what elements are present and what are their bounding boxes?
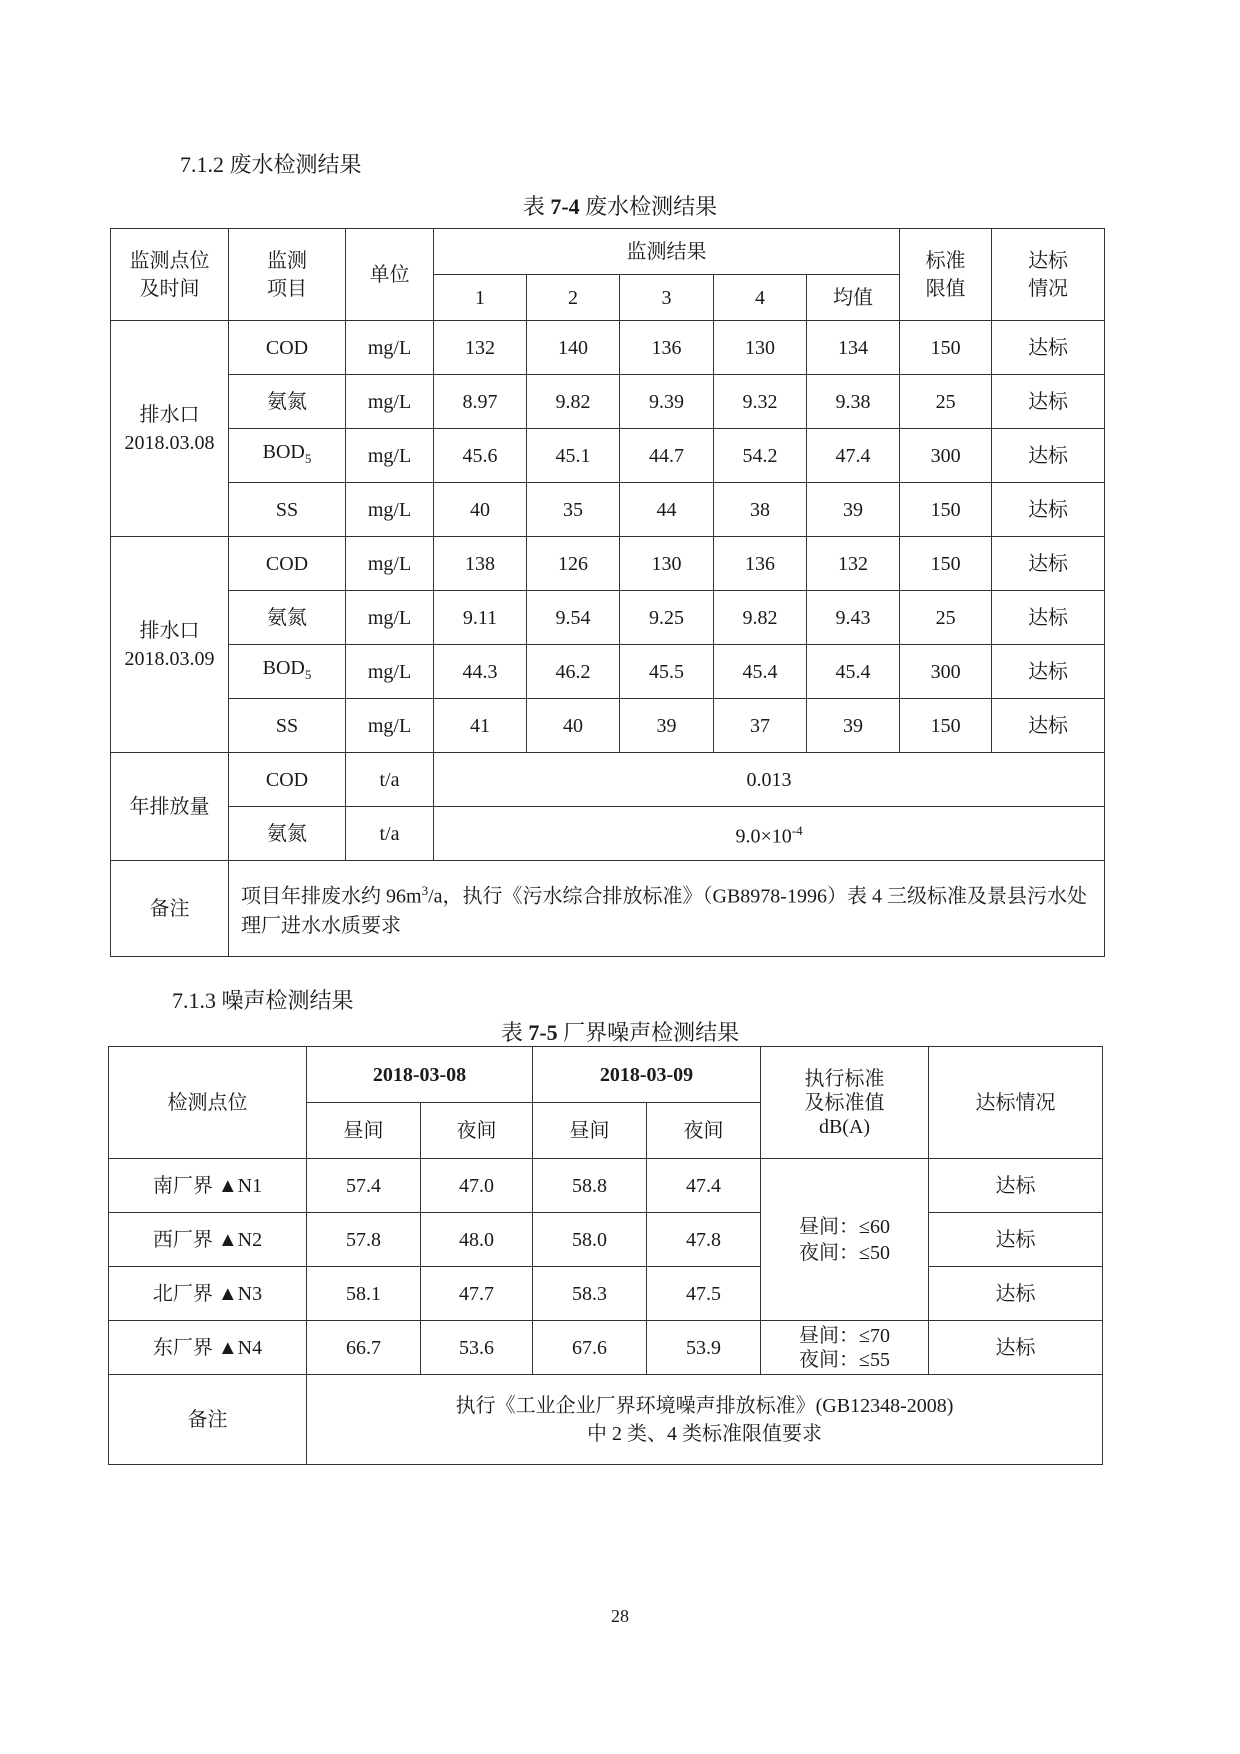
annual-value: 0.013	[434, 753, 1105, 807]
status-cell: 达标	[929, 1267, 1103, 1321]
table-row	[111, 537, 1105, 591]
header-point-time: 监测点位 及时间	[111, 229, 229, 321]
point-cell: 西厂界 ▲N2	[109, 1213, 307, 1267]
value-cell: 47.4	[647, 1159, 761, 1213]
table-row	[109, 1267, 1103, 1321]
item-cell: SS	[229, 699, 346, 753]
header-mean: 均值	[807, 275, 900, 321]
status-cell: 达标	[929, 1213, 1103, 1267]
item-cell: $BOD_5$	[229, 429, 346, 483]
remark-label: 备注	[111, 861, 229, 957]
table-row	[111, 375, 1105, 429]
status-cell: 达标	[929, 1159, 1103, 1213]
item-cell: COD	[229, 537, 346, 591]
page-number: 28	[611, 1606, 629, 1626]
value-cell: 47.0	[421, 1159, 533, 1213]
header-item: 监测 项目	[229, 229, 346, 321]
header-point: 检测点位	[109, 1047, 307, 1159]
value-cell: 40	[434, 483, 527, 537]
value-cell: 44.3	[434, 645, 527, 699]
value-cell: 47.4	[807, 429, 900, 483]
value-cell: 9.38	[807, 375, 900, 429]
unit-cell: mg/L	[346, 321, 434, 375]
table-row	[111, 861, 1105, 957]
limit-cell: 150	[900, 537, 992, 591]
remark-text: 执行《工业企业厂界环境噪声排放标准》(GB12348-2008) 中 2 类、4 类标准限值要求	[307, 1375, 1103, 1465]
value-cell: 9.43	[807, 591, 900, 645]
limit-cell: 25	[900, 375, 992, 429]
value-cell: 58.1	[307, 1267, 421, 1321]
value-cell: 39	[807, 699, 900, 753]
table-row	[109, 1213, 1103, 1267]
unit-cell: mg/L	[346, 591, 434, 645]
group-label: 排水口 2018.03.08	[111, 321, 229, 537]
value-cell: 9.25	[620, 591, 714, 645]
value-cell: 45.5	[620, 645, 714, 699]
table-caption-7-4: 表 7-4 废水检测结果	[522, 194, 718, 219]
annual-value: $9.0\times 10^{-4}$	[434, 807, 1105, 861]
header-status: 达标 情况	[992, 229, 1105, 321]
wastewater-table	[110, 228, 1105, 957]
value-cell: 57.4	[307, 1159, 421, 1213]
header-standard: 执行标准 及标准值 dB(A)	[761, 1047, 929, 1159]
header-night: 夜间	[647, 1103, 761, 1159]
value-cell: 9.32	[714, 375, 807, 429]
value-cell: 45.4	[807, 645, 900, 699]
value-cell: 132	[807, 537, 900, 591]
header-sample-1: 1	[434, 275, 527, 321]
value-cell: 45.4	[714, 645, 807, 699]
unit-cell: mg/L	[346, 483, 434, 537]
value-cell: 46.2	[527, 645, 620, 699]
header-results: 监测结果	[434, 229, 900, 275]
value-cell: 47.5	[647, 1267, 761, 1321]
value-cell: 58.8	[533, 1159, 647, 1213]
value-cell: 45.6	[434, 429, 527, 483]
item-cell: COD	[229, 321, 346, 375]
value-cell: 8.97	[434, 375, 527, 429]
value-cell: 136	[714, 537, 807, 591]
unit-cell: t/a	[346, 753, 434, 807]
item-cell: SS	[229, 483, 346, 537]
value-cell: 40	[527, 699, 620, 753]
remark-label: 备注	[109, 1375, 307, 1465]
item-cell: COD	[229, 753, 346, 807]
value-cell: 54.2	[714, 429, 807, 483]
header-sample-2: 2	[527, 275, 620, 321]
value-cell: 48.0	[421, 1213, 533, 1267]
status-cell: 达标	[992, 429, 1105, 483]
table-row	[111, 429, 1105, 483]
table-row	[109, 1159, 1103, 1213]
value-cell: 57.8	[307, 1213, 421, 1267]
status-cell: 达标	[992, 375, 1105, 429]
value-cell: 134	[807, 321, 900, 375]
table-row	[109, 1375, 1103, 1465]
value-cell: 130	[714, 321, 807, 375]
value-cell: 44	[620, 483, 714, 537]
value-cell: 35	[527, 483, 620, 537]
section-heading-wastewater: 7.1.2 废水检测结果	[180, 152, 362, 177]
value-cell: 126	[527, 537, 620, 591]
limit-cell: 150	[900, 699, 992, 753]
status-cell: 达标	[992, 537, 1105, 591]
value-cell: 136	[620, 321, 714, 375]
header-unit: 单位	[346, 229, 434, 321]
table-row	[111, 699, 1105, 753]
value-cell: 58.3	[533, 1267, 647, 1321]
value-cell: 53.9	[647, 1321, 761, 1375]
group-label: 排水口 2018.03.09	[111, 537, 229, 753]
item-cell: $BOD_5$	[229, 645, 346, 699]
header-sample-4: 4	[714, 275, 807, 321]
value-cell: 9.39	[620, 375, 714, 429]
limit-cell: 150	[900, 483, 992, 537]
status-cell: 达标	[992, 699, 1105, 753]
annual-label: 年排放量	[111, 753, 229, 861]
table-row	[111, 807, 1105, 861]
header-day: 昼间	[307, 1103, 421, 1159]
limit-cell: 300	[900, 645, 992, 699]
value-cell: 67.6	[533, 1321, 647, 1375]
value-cell: 9.54	[527, 591, 620, 645]
unit-cell: mg/L	[346, 645, 434, 699]
status-cell: 达标	[992, 483, 1105, 537]
value-cell: 37	[714, 699, 807, 753]
limit-cell: 150	[900, 321, 992, 375]
value-cell: 38	[714, 483, 807, 537]
unit-cell: mg/L	[346, 375, 434, 429]
header-night: 夜间	[421, 1103, 533, 1159]
header-sample-3: 3	[620, 275, 714, 321]
value-cell: 140	[527, 321, 620, 375]
item-cell: 氨氮	[229, 375, 346, 429]
table-row	[111, 591, 1105, 645]
value-cell: 53.6	[421, 1321, 533, 1375]
table-row	[111, 483, 1105, 537]
table-row	[111, 645, 1105, 699]
limit-cell: 300	[900, 429, 992, 483]
header-day: 昼间	[533, 1103, 647, 1159]
value-cell: 138	[434, 537, 527, 591]
value-cell: 58.0	[533, 1213, 647, 1267]
value-cell: 47.7	[421, 1267, 533, 1321]
table-caption-7-5: 表 7-5 厂界噪声检测结果	[500, 1020, 740, 1045]
value-cell: 39	[620, 699, 714, 753]
table-row	[111, 753, 1105, 807]
value-cell: 45.1	[527, 429, 620, 483]
header-date-2: 2018-03-09	[533, 1047, 761, 1103]
status-cell: 达标	[992, 321, 1105, 375]
noise-table	[108, 1046, 1103, 1465]
limit-cell: 25	[900, 591, 992, 645]
status-cell: 达标	[929, 1321, 1103, 1375]
standard-cell: 昼间：≤70 夜间：≤55	[761, 1321, 929, 1375]
item-cell: 氨氮	[229, 807, 346, 861]
header-date-1: 2018-03-08	[307, 1047, 533, 1103]
remark-text: 项目年排废水约 $96m^3/a$，执行《污水综合排放标准》（GB8978-1996）表 4 三级标准及景县污水处理厂进水水质要求	[229, 861, 1105, 957]
value-cell: 9.82	[714, 591, 807, 645]
item-cell: 氨氮	[229, 591, 346, 645]
header-limit: 标准 限值	[900, 229, 992, 321]
point-cell: 南厂界 ▲N1	[109, 1159, 307, 1213]
point-cell: 北厂界 ▲N3	[109, 1267, 307, 1321]
point-cell: 东厂界 ▲N4	[109, 1321, 307, 1375]
value-cell: 44.7	[620, 429, 714, 483]
value-cell: 9.82	[527, 375, 620, 429]
header-status: 达标情况	[929, 1047, 1103, 1159]
value-cell: 130	[620, 537, 714, 591]
unit-cell: mg/L	[346, 429, 434, 483]
value-cell: 41	[434, 699, 527, 753]
unit-cell: mg/L	[346, 699, 434, 753]
value-cell: 132	[434, 321, 527, 375]
value-cell: 39	[807, 483, 900, 537]
value-cell: 66.7	[307, 1321, 421, 1375]
table-row	[111, 321, 1105, 375]
unit-cell: t/a	[346, 807, 434, 861]
value-cell: 47.8	[647, 1213, 761, 1267]
value-cell: 9.11	[434, 591, 527, 645]
section-heading-noise: 7.1.3 噪声检测结果	[172, 988, 354, 1013]
status-cell: 达标	[992, 591, 1105, 645]
status-cell: 达标	[992, 645, 1105, 699]
standard-cell: 昼间：≤60 夜间：≤50	[761, 1159, 929, 1321]
table-row	[109, 1321, 1103, 1375]
unit-cell: mg/L	[346, 537, 434, 591]
